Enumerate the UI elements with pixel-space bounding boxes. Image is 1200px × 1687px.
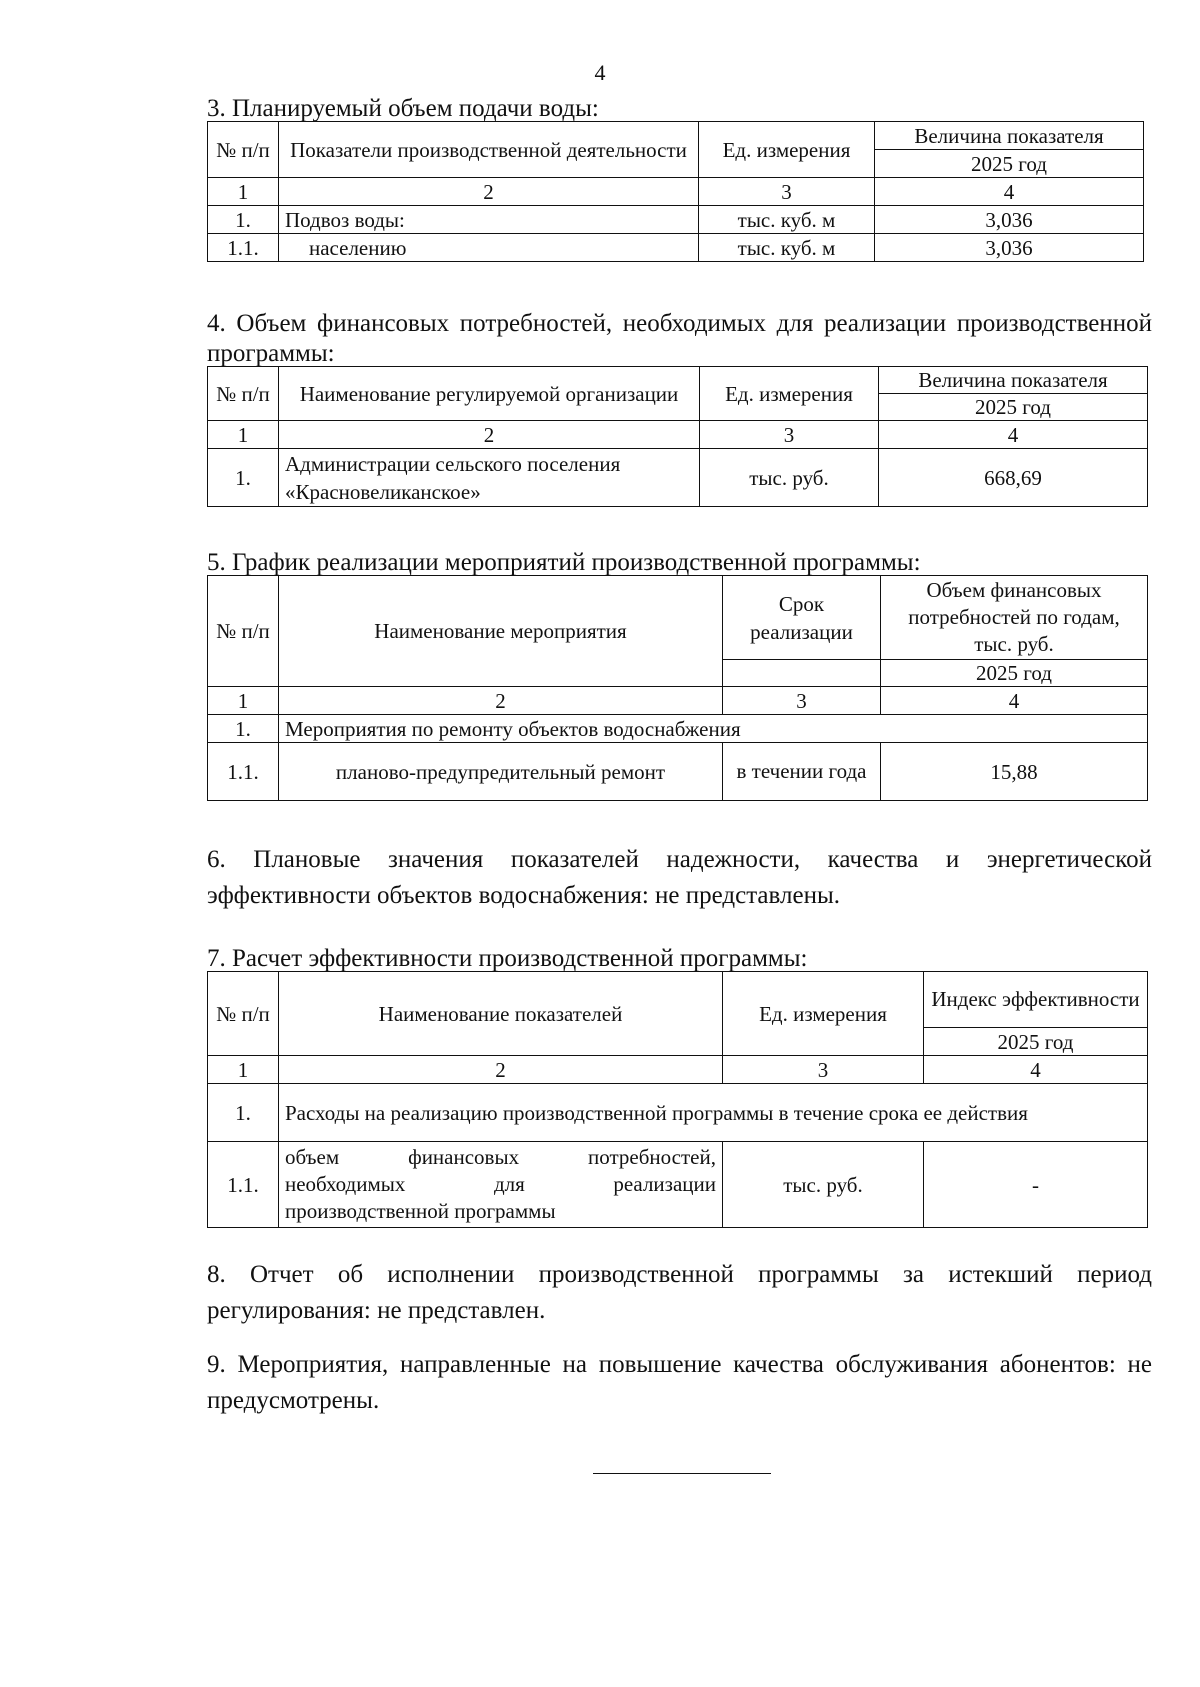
section5-header-name: Наименование мероприятия (279, 576, 723, 687)
section7-header-value: Индекс эффективности (924, 972, 1148, 1028)
col-number: 2 (279, 687, 723, 715)
col-number: 3 (723, 687, 881, 715)
section4-heading: 4. Объем финансовых потребностей, необходимых для реализации производственной программы: (207, 310, 1152, 367)
row-value: - (924, 1142, 1148, 1228)
section3-header-value: Величина показателя (875, 122, 1144, 150)
row-name-line: необходимых для реализации (285, 1172, 716, 1196)
col-number: 1 (208, 1056, 279, 1084)
table-row (208, 449, 1148, 507)
section7-col-numbers (208, 1056, 1148, 1084)
row-value: 3,036 (875, 234, 1144, 262)
col-number: 4 (879, 421, 1148, 449)
section5-header-term: Срок реализации (723, 576, 881, 660)
footer-rule (593, 1473, 771, 1474)
row-unit: тыс. куб. м (699, 206, 875, 234)
section5-col-numbers (208, 687, 1148, 715)
row-name (279, 1142, 723, 1228)
section4-header-name: Наименование регулируемой организации (279, 367, 700, 421)
row-name-line: объем финансовых потребностей, (285, 1145, 716, 1169)
col-number: 4 (881, 687, 1148, 715)
row-num: 1.1. (208, 743, 279, 801)
section9-text: 9. Мероприятия, направленные на повышение качества обслуживания абонентов: не предусмотрены. (207, 1351, 1152, 1414)
table-row (208, 715, 1148, 743)
row-name: Расходы на реализацию производственной программы в течение срока ее действия (279, 1084, 1148, 1142)
row-name-line: «Красновеликанское» (285, 479, 481, 504)
section3-header-num: № п/п (208, 122, 279, 178)
col-number: 1 (208, 687, 279, 715)
col-number: 3 (700, 421, 879, 449)
row-term: в течении года (723, 743, 881, 801)
table-row (208, 206, 1144, 234)
col-number: 1 (208, 178, 279, 206)
section4-col-numbers (208, 421, 1148, 449)
col-number: 4 (875, 178, 1144, 206)
row-name (279, 449, 700, 507)
section5-header-value: Объем финансовых потребностей по годам, тыс. руб. (881, 576, 1148, 660)
section4-header-unit: Ед. измерения (700, 367, 879, 421)
section5-table (207, 575, 1148, 801)
section3-col-numbers (208, 178, 1144, 206)
row-name: Подвоз воды: (279, 206, 699, 234)
row-unit: тыс. руб. (723, 1142, 924, 1228)
section7-header-unit: Ед. измерения (723, 972, 924, 1056)
section3-heading: 3. Планируемый объем подачи воды: (207, 95, 599, 122)
table-row (208, 743, 1148, 801)
table-row (208, 234, 1144, 262)
row-num: 1.1. (208, 234, 279, 262)
row-num: 1. (208, 1084, 279, 1142)
row-num: 1.1. (208, 1142, 279, 1228)
row-num: 1. (208, 206, 279, 234)
section4-header-num: № п/п (208, 367, 279, 421)
section7-heading: 7. Расчет эффективности производственной программы: (207, 945, 808, 972)
row-name-line: Администрации сельского поселения (285, 451, 621, 476)
row-unit: тыс. куб. м (699, 234, 875, 262)
col-number: 3 (699, 178, 875, 206)
row-name-line: производственной программы (285, 1199, 556, 1223)
section5-header-term-empty (723, 660, 881, 687)
section4-header-year: 2025 год (879, 394, 1148, 421)
row-value: 15,88 (881, 743, 1148, 801)
row-name: Мероприятия по ремонту объектов водоснабжения (279, 715, 1148, 743)
col-number: 3 (723, 1056, 924, 1084)
section7-header-name: Наименование показателей (279, 972, 723, 1056)
col-number: 2 (279, 421, 700, 449)
col-number: 4 (924, 1056, 1148, 1084)
row-num: 1. (208, 715, 279, 743)
section5-header-num: № п/п (208, 576, 279, 687)
row-name: населению (279, 234, 699, 262)
section4-header-value: Величина показателя (879, 367, 1148, 394)
row-value: 3,036 (875, 206, 1144, 234)
row-unit: тыс. руб. (700, 449, 879, 507)
row-num: 1. (208, 449, 279, 507)
section6-text: 6. Плановые значения показателей надежности, качества и энергетической эффективности объектов водоснабжения: не представлены. (207, 846, 1152, 909)
table-row (208, 1142, 1148, 1228)
section3-header-name: Показатели производственной деятельности (279, 122, 699, 178)
col-number: 1 (208, 421, 279, 449)
section3-table (207, 121, 1144, 262)
section3-header-unit: Ед. измерения (699, 122, 875, 178)
table-row (208, 1084, 1148, 1142)
section7-header-year: 2025 год (924, 1028, 1148, 1056)
col-number: 2 (279, 178, 699, 206)
section8-text: 8. Отчет об исполнении производственной программы за истекший период регулирования: не представлен. (207, 1261, 1152, 1324)
section5-heading: 5. График реализации мероприятий производственной программы: (207, 549, 921, 576)
page-number: 4 (594, 60, 606, 85)
section4-table (207, 366, 1148, 507)
section7-header-num: № п/п (208, 972, 279, 1056)
section3-header-year: 2025 год (875, 150, 1144, 178)
row-name: планово-предупредительный ремонт (279, 743, 723, 801)
col-number: 2 (279, 1056, 723, 1084)
row-value: 668,69 (879, 449, 1148, 507)
section7-table (207, 971, 1148, 1228)
section5-header-year: 2025 год (881, 660, 1148, 687)
